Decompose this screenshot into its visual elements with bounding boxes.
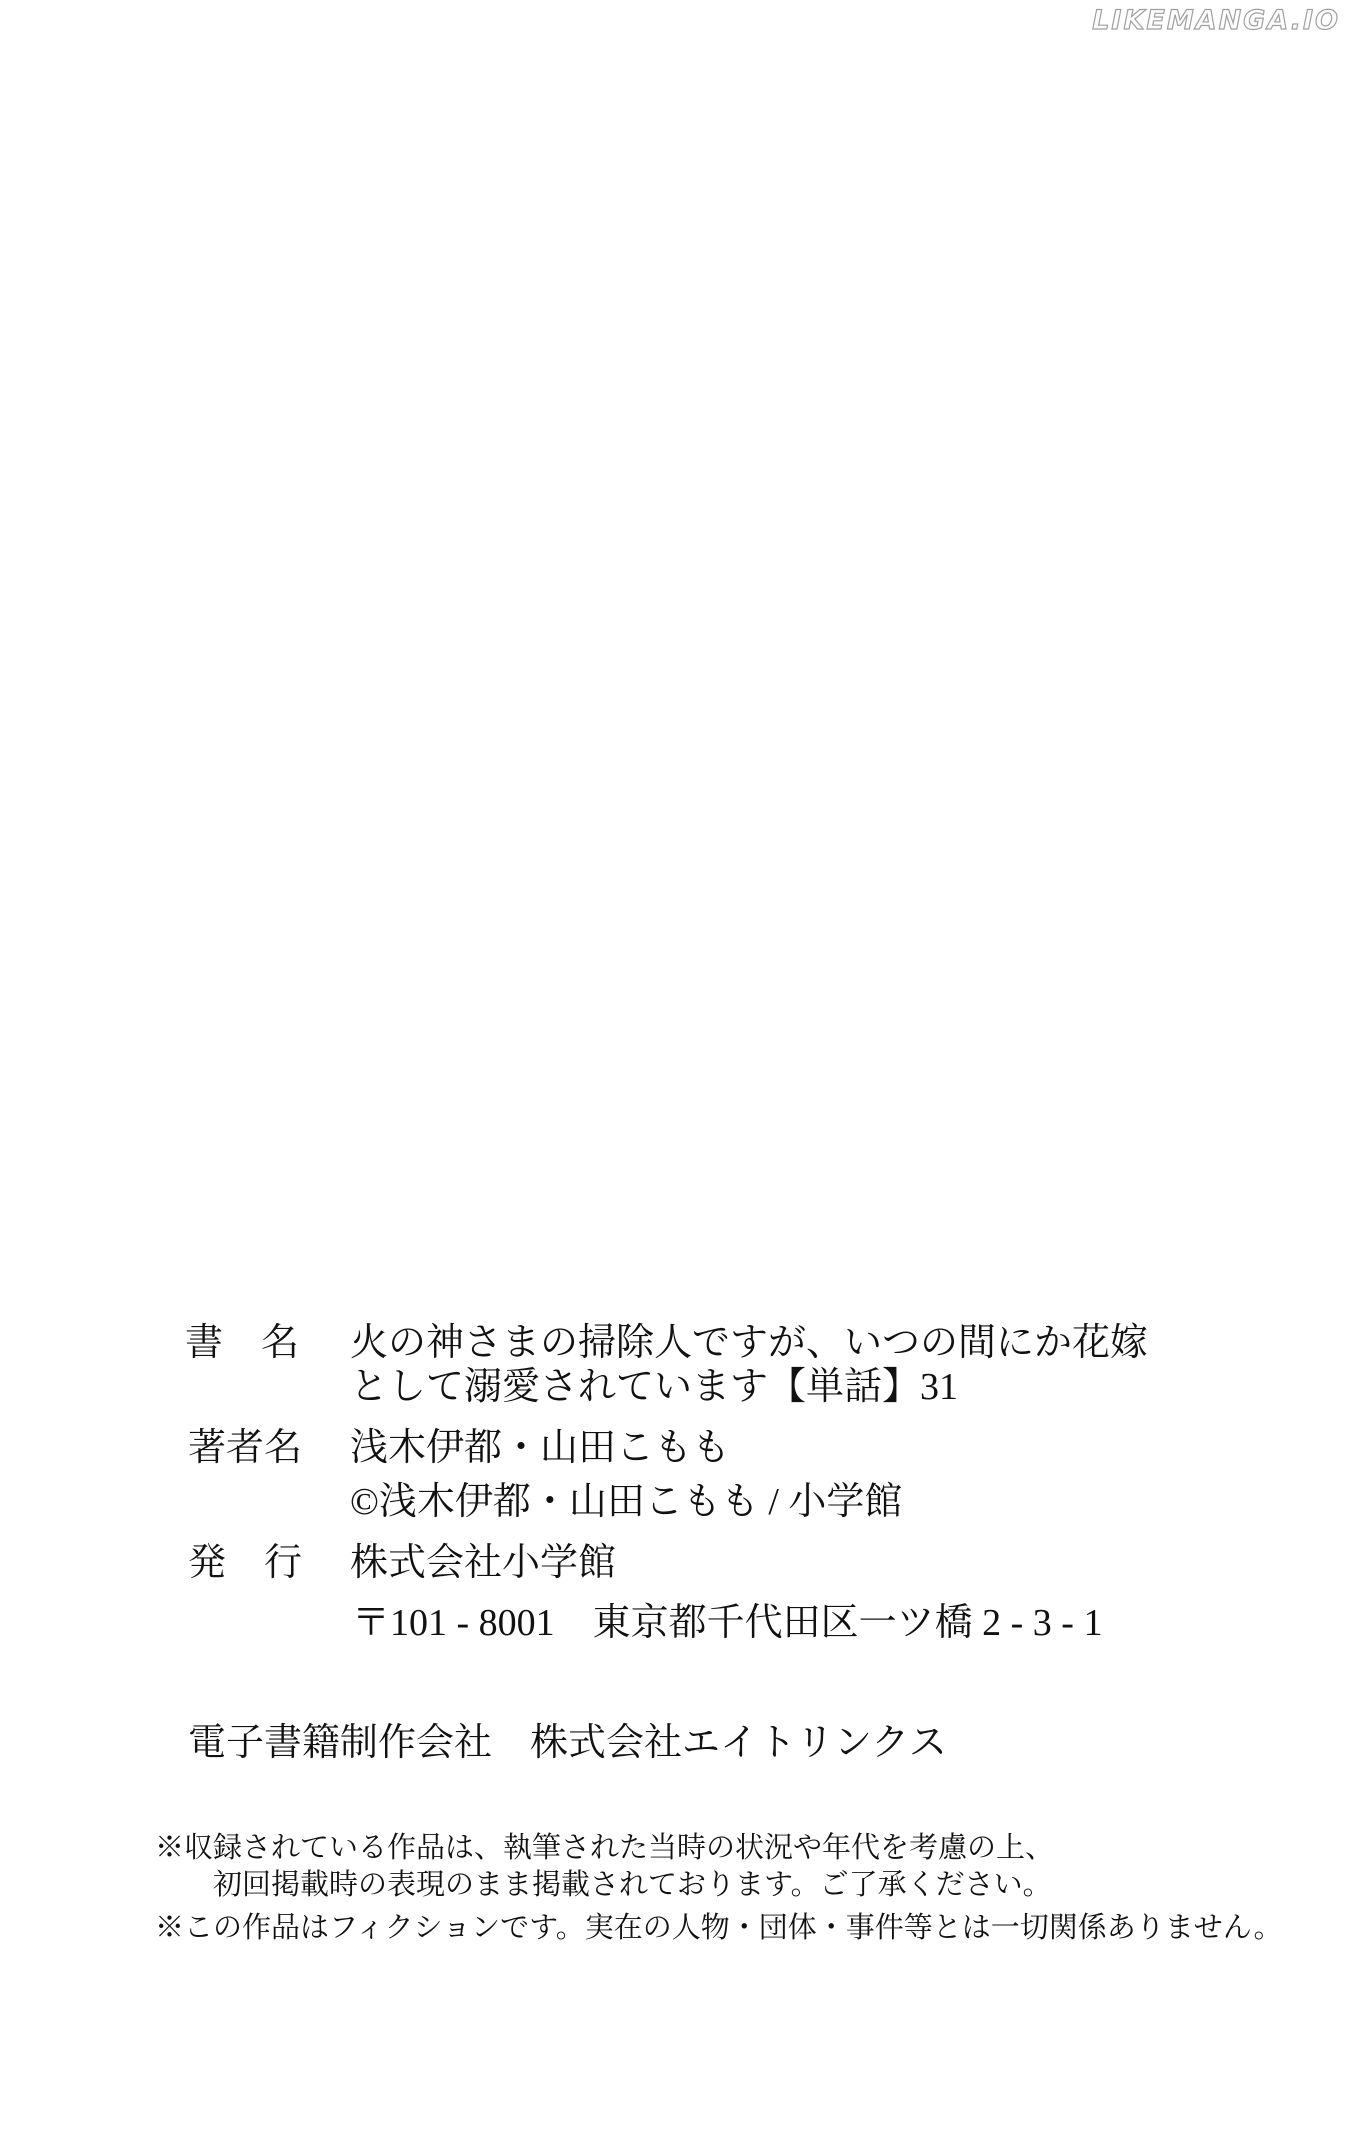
author-label: 著者名 <box>188 1427 303 1469</box>
author-names: 浅木伊都・山田こもも <box>350 1427 731 1469</box>
site-watermark: LIKEMANGA.IO <box>1092 5 1340 36</box>
copyright-line: ©浅木伊都・山田こもも / 小学館 <box>350 1481 903 1523</box>
title-line1: 火の神さまの掃除人ですが、いつの間にか花嫁 <box>350 1322 1149 1364</box>
publisher-address: 〒101 - 8001 東京都千代田区一ツ橋 2 - 3 - 1 <box>352 1602 1103 1644</box>
ebook-producer-line: 電子書籍制作会社 株式会社エイトリンクス <box>188 1722 947 1764</box>
title-label: 書 名 <box>185 1322 300 1364</box>
note-period-context-1: ※収録されている作品は、執筆された当時の状況や年代を考慮の上、 <box>155 1832 1055 1864</box>
note-period-context-2: 初回掲載時の表現のまま掲載されております。ご了承ください。 <box>213 1869 1052 1901</box>
publisher-name: 株式会社小学館 <box>350 1542 617 1584</box>
title-line2: として溺愛されています【単話】31 <box>350 1366 959 1408</box>
publisher-label: 発 行 <box>188 1542 303 1584</box>
note-fiction-disclaimer: ※この作品はフィクションです。実在の人物・団体・事件等とは一切関係ありません。 <box>155 1912 1283 1944</box>
